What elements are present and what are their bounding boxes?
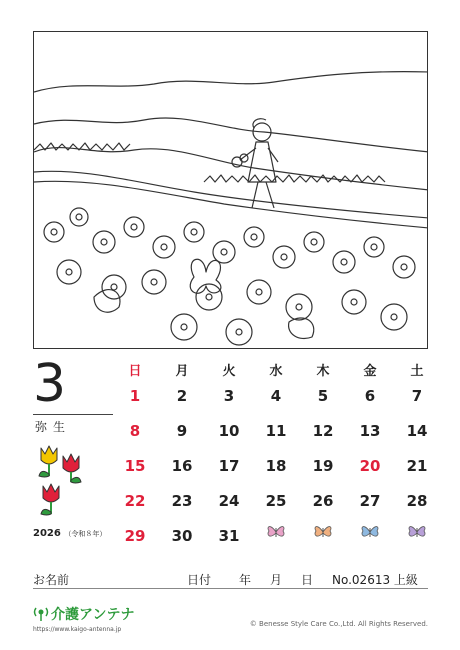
- weekday-header: 日: [128, 364, 142, 379]
- calendar-day: 26: [312, 492, 334, 510]
- year-text: 2026: [33, 528, 61, 539]
- calendar-day: 1: [129, 387, 141, 405]
- calendar-day: 16: [171, 457, 193, 475]
- calendar-day: 10: [218, 422, 240, 440]
- calendar-day: 8: [129, 422, 141, 440]
- antenna-logo-icon: [33, 604, 49, 622]
- calendar-day: 25: [265, 492, 287, 510]
- calendar-day: 28: [406, 492, 428, 510]
- brand-name: 介護アンテナ: [51, 607, 135, 623]
- coloring-illustration: [33, 31, 428, 349]
- tulip-icon: [33, 442, 93, 522]
- month-panel: [33, 356, 119, 556]
- calendar-day: 13: [359, 422, 381, 440]
- calendar-day: 27: [359, 492, 381, 510]
- calendar-day: 3: [223, 387, 235, 405]
- calendar-day: 22: [124, 492, 146, 510]
- month-divider: [33, 414, 113, 415]
- calendar-day: 5: [317, 387, 329, 405]
- month-label: 月: [270, 573, 283, 587]
- brand-url: https://www.kaigo-antenna.jp: [33, 626, 122, 633]
- calendar-day: 6: [364, 387, 376, 405]
- weekday-header: 金: [363, 364, 377, 379]
- weekday-header: 木: [316, 364, 330, 379]
- date-label: 日付: [187, 573, 212, 587]
- calendar-day: 29: [124, 527, 146, 545]
- calendar-day: 11: [265, 422, 287, 440]
- year-label: 年: [239, 573, 252, 587]
- calendar-day: 19: [312, 457, 334, 475]
- year-line: [33, 528, 106, 539]
- name-underline: [33, 588, 428, 589]
- calendar-day: 17: [218, 457, 240, 475]
- brand-logo: [33, 604, 173, 638]
- calendar-day: 12: [312, 422, 334, 440]
- butterfly-icon: [407, 523, 427, 541]
- calendar-day: 7: [411, 387, 423, 405]
- butterfly-icon: [313, 523, 333, 541]
- calendar-day: 18: [265, 457, 287, 475]
- calendar-grid: [112, 356, 437, 556]
- weekday-header: 月: [175, 364, 189, 379]
- calendar-day: 14: [406, 422, 428, 440]
- weekday-header: 水: [269, 364, 283, 379]
- weekday-header: 土: [410, 364, 424, 379]
- calendar-day: 2: [176, 387, 188, 405]
- day-label: 日: [301, 573, 314, 587]
- calendar-day: 23: [171, 492, 193, 510]
- calendar-day: 31: [218, 527, 240, 545]
- document-number: No.02613 上級: [332, 573, 418, 587]
- name-label: お名前: [33, 573, 70, 587]
- month-number: 3: [33, 354, 67, 414]
- calendar-day: 21: [406, 457, 428, 475]
- calendar-day: 30: [171, 527, 193, 545]
- month-name: 弥生: [35, 420, 72, 434]
- calendar-day: 9: [176, 422, 188, 440]
- calendar-day: 15: [124, 457, 146, 475]
- copyright-text: © Benesse Style Care Co.,Ltd. All Rights Reserved.: [249, 620, 428, 628]
- calendar-day: 20: [359, 457, 381, 475]
- calendar-day: 24: [218, 492, 240, 510]
- calendar-day: 4: [270, 387, 282, 405]
- weekday-header: 火: [222, 364, 236, 379]
- butterfly-icon: [266, 523, 286, 541]
- flower-field-girl-drawing: [34, 32, 428, 349]
- butterfly-icon: [360, 523, 380, 541]
- era-text: （令和８年）: [64, 530, 107, 538]
